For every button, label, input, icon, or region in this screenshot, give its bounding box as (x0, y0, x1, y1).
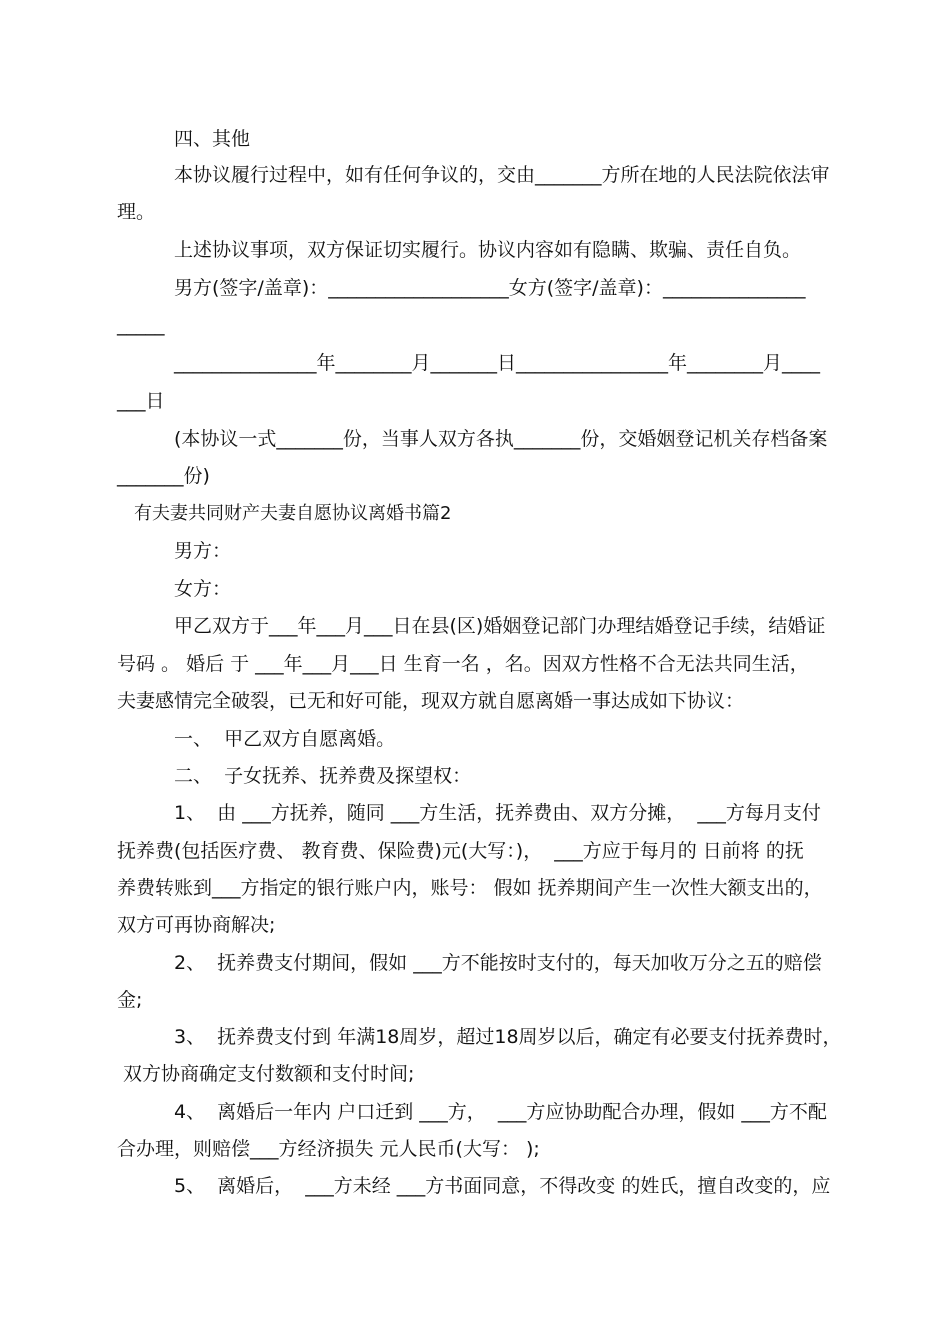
clause-item: 2、 抚养费支付期间，假如 ___方不能按时支付的，每天加收万分之五的赔偿 (174, 952, 822, 974)
copies-note: (本协议一式_______份，当事人双方各执_______份，交婚姻登记机关存档备案 (174, 428, 828, 450)
clause-item: 3、 抚养费支付到 年满18周岁，超过18周岁以后，确定有必要支付抚养费时， (174, 1026, 842, 1048)
paragraph-line: 养费转账到___方指定的银行账户内，账号： 假如 抚养期间产生一次性大额支出的， (117, 877, 823, 899)
party-male: 男方： (174, 540, 232, 562)
signature-line: 男方(签字/盖章)：___________________女方(签字/盖章)：_______________ (174, 277, 806, 299)
date-line: ___日 (117, 390, 165, 412)
paragraph-line: 甲乙双方于___年___月___日在县(区)婚姻登记部门办理结婚登记手续，结婚证 (174, 615, 826, 637)
clause-item: 4、 离婚后一年内 户口迁到 ___方， ___方应协助配合办理，假如 ___方不配 (174, 1101, 827, 1123)
section-heading-other: 四、其他 (174, 128, 251, 150)
clause-item: 二、 子女抚养、抚养费及探望权： (174, 765, 472, 787)
clause-item: 5、 离婚后， ___方未经 ___方书面同意，不得改变 的姓氏，擅自改变的，应 (174, 1175, 831, 1197)
date-line: _______________年________月_______日________________年________月____ (174, 352, 821, 374)
paragraph-line: 双方可再协商解决; (117, 914, 276, 936)
copies-note: _______份) (117, 465, 210, 487)
paragraph-line: 号码 。 婚后 于 ___年___月___日 生育一名 ，名。因双方性格不合无法共同生活， (117, 653, 809, 675)
paragraph-line: 金; (117, 989, 143, 1011)
paragraph-line: 理。 (117, 201, 156, 223)
clause-item: 1、 由 ___方抚养，随同 ___方生活，抚养费由、双方分摊， ___方每月支付 (174, 802, 821, 824)
paragraph-line: 上述协议事项，双方保证切实履行。协议内容如有隐瞒、欺骗、责任自负。 (174, 239, 802, 261)
signature-line: _____ (117, 314, 165, 336)
party-female: 女方： (174, 578, 232, 600)
clause-item: 一、 甲乙双方自愿离婚。 (174, 728, 396, 750)
section-title: 有夫妻共同财产夫妻自愿协议离婚书篇2 (134, 503, 452, 524)
paragraph-line: 本协议履行过程中，如有任何争议的，交由_______方所在地的人民法院依法审 (174, 164, 830, 186)
paragraph-line: 抚养费(包括医疗费、 教育费、保险费)元(大写：)， ___方应于每月的 日前将 的抚 (117, 840, 804, 862)
paragraph-line: 合办理，则赔偿___方经济损失 元人民币(大写： ); (117, 1138, 540, 1160)
paragraph-line: 双方协商确定支付数额和支付时间; (117, 1063, 415, 1085)
paragraph-line: 夫妻感情完全破裂，已无和好可能，现双方就自愿离婚一事达成如下协议： (117, 690, 745, 712)
